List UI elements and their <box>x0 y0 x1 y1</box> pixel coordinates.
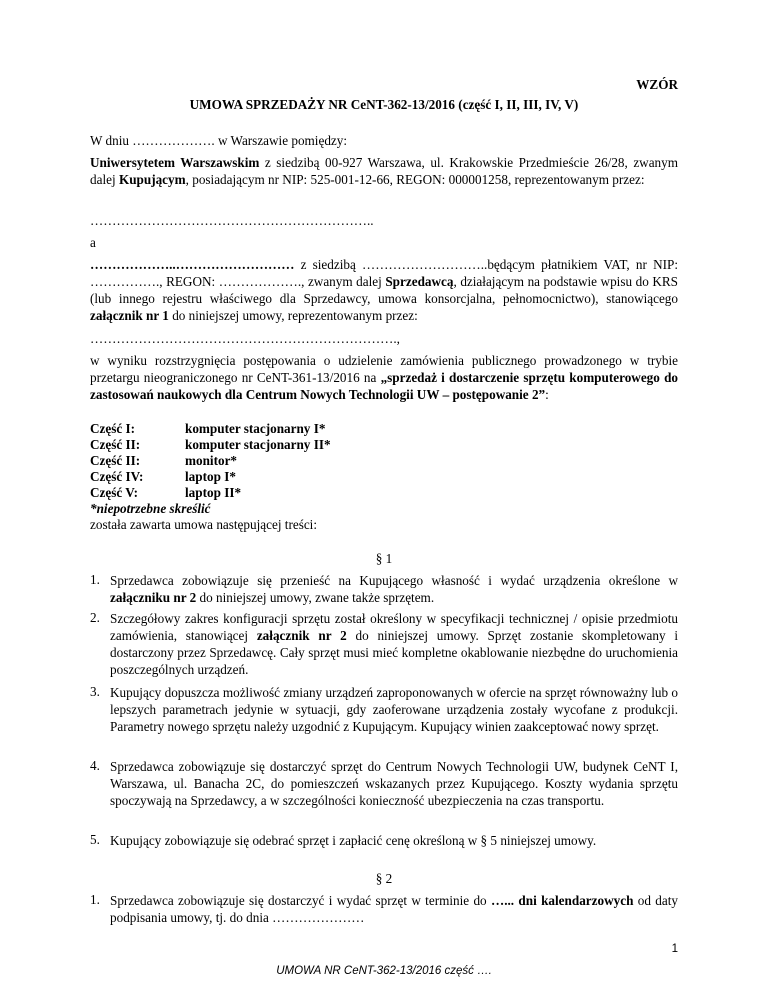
page-footer: UMOWA NR CeNT-362-13/2016 część …. <box>276 965 492 977</box>
seller-representative: ……………………………………………………………., <box>90 331 400 346</box>
page-number: 1 <box>671 943 678 955</box>
list-item: 1. Sprzedawca zobowiązuje się dostarczyć i wydać sprzęt w terminie do …... dni kalendarzowych od daty podpisania umowy, tj. do dnia ………………… <box>90 892 678 925</box>
attachment-1: załącznik nr 1 <box>90 308 169 323</box>
date-line: W dniu ………………. w Warszawie pomiędzy: <box>90 133 348 148</box>
list-item: Część IV: laptop I* <box>90 469 236 484</box>
list-item: Część II: komputer stacjonarny II* <box>90 437 331 452</box>
concluded-line: została zawarta umowa następującej treści: <box>90 517 318 532</box>
list-item: 1. Sprzedawca zobowiązuje się przenieść na Kupującego własność i wydać urządzenia określone w załączniku nr 2 do niniejszej umowy, zwane także sprzętem. <box>90 572 678 605</box>
seller-name-placeholder: ………………..……………………… <box>90 257 295 272</box>
template-label: WZÓR <box>636 77 678 92</box>
buyer-representative: ……………………………………………………….. <box>90 213 374 228</box>
list-item: Część V: laptop II* <box>90 485 242 500</box>
list-item: 2. Szczegółowy zakres konfiguracji sprzętu został określony w specyfikacji technicznej / opisie przedmiotu zamówienia, stanowiącej załącznik nr 2 do niniejszej umowy. Sprzęt zostanie skompletowany i dostarczony przez Sprzedawcę. Cały sprzęt musi mieć kompletne okablowanie niezbędne do uruchomienia poszczególnych urządzeń. <box>90 610 678 677</box>
buyer-paragraph: Uniwersytetem Warszawskim z siedzibą 00-927 Warszawa, ul. Krakowskie Przedmieście 26/28, zwanym dalej Kupującym, posiadającym nr NIP: 525-001-12-66, REGON: 000001258, reprezentowanym przez: <box>90 155 679 187</box>
seller-paragraph: ………………..……………………… z siedzibą ………………………..będącym płatnikiem VAT, nr NIP: ……………., REGON: ………………., zwanym dalej Sprzedawcą, działającym na podstawie wpisu do KRS (lub innego rejestru właściwego dla Sprzedawcy, umowa konsorcjalna, pełnomocnictwo), stanowiącego załącznik nr 1 do niniejszej umowy, reprezentowanym przez: <box>90 257 678 323</box>
list-item: Część I: komputer stacjonarny I* <box>90 421 326 436</box>
document-title: UMOWA SPRZEDAŻY NR CeNT-362-13/2016 (część I, II, III, IV, V) <box>189 97 579 112</box>
conjunction: a <box>90 235 96 250</box>
parts-list <box>90 421 331 533</box>
buyer-role: Kupującym <box>118 172 186 187</box>
buyer-name: Uniwersytetem Warszawskim <box>90 155 260 170</box>
section-1-heading: § 1 <box>375 551 393 566</box>
procurement-subject: „sprzedaż i dostarczenie sprzętu komputerowego do zastosowań naukowych dla Centrum Nowych Technologii UW – postępowanie 2” <box>90 370 679 402</box>
section-2-heading: § 2 <box>375 871 393 886</box>
list-item: 3. Kupujący dopuszcza możliwość zmiany urządzeń zaproponowanych w ofercie na sprzęt równoważny lub o lepszych parametrach jedynie w sytuacji, gdy zaoferowane urządzenia zostały wycofane z produkcji. Parametry nowego sprzętu należy uzgodnić z Kupującym. Kupujący winien zaakceptować nowy sprzęt. <box>90 684 678 734</box>
strike-note: *niepotrzebne skreślić <box>90 501 211 516</box>
list-item: 5. Kupujący zobowiązuje się odebrać sprzęt i zapłacić cenę określoną w § 5 niniejszej umowy. <box>90 832 597 848</box>
list-item: Część II: monitor* <box>90 453 238 468</box>
seller-role: Sprzedawcą <box>385 274 454 289</box>
list-item: 4. Sprzedawca zobowiązuje się dostarczyć sprzęt do Centrum Nowych Technologii UW, budynek CeNT I, Warszawa, ul. Banacha 2C, do pomieszczeń wskazanych przez Kupującego. Koszty wydania sprzętu spoczywają na Sprzedawcy, a w szczególności konieczność ubezpieczenia na czas transportu. <box>90 758 678 808</box>
procurement-paragraph: w wyniku rozstrzygnięcia postępowania o udzielenie zamówienia publicznego prowadzonego w trybie przetargu nieograniczonego nr CeNT-361-13/2016 na „sprzedaż i dostarczenie sprzętu komputerowego do zastosowań naukowych dla Centrum Nowych Technologii UW – postępowanie 2”: <box>90 353 679 402</box>
